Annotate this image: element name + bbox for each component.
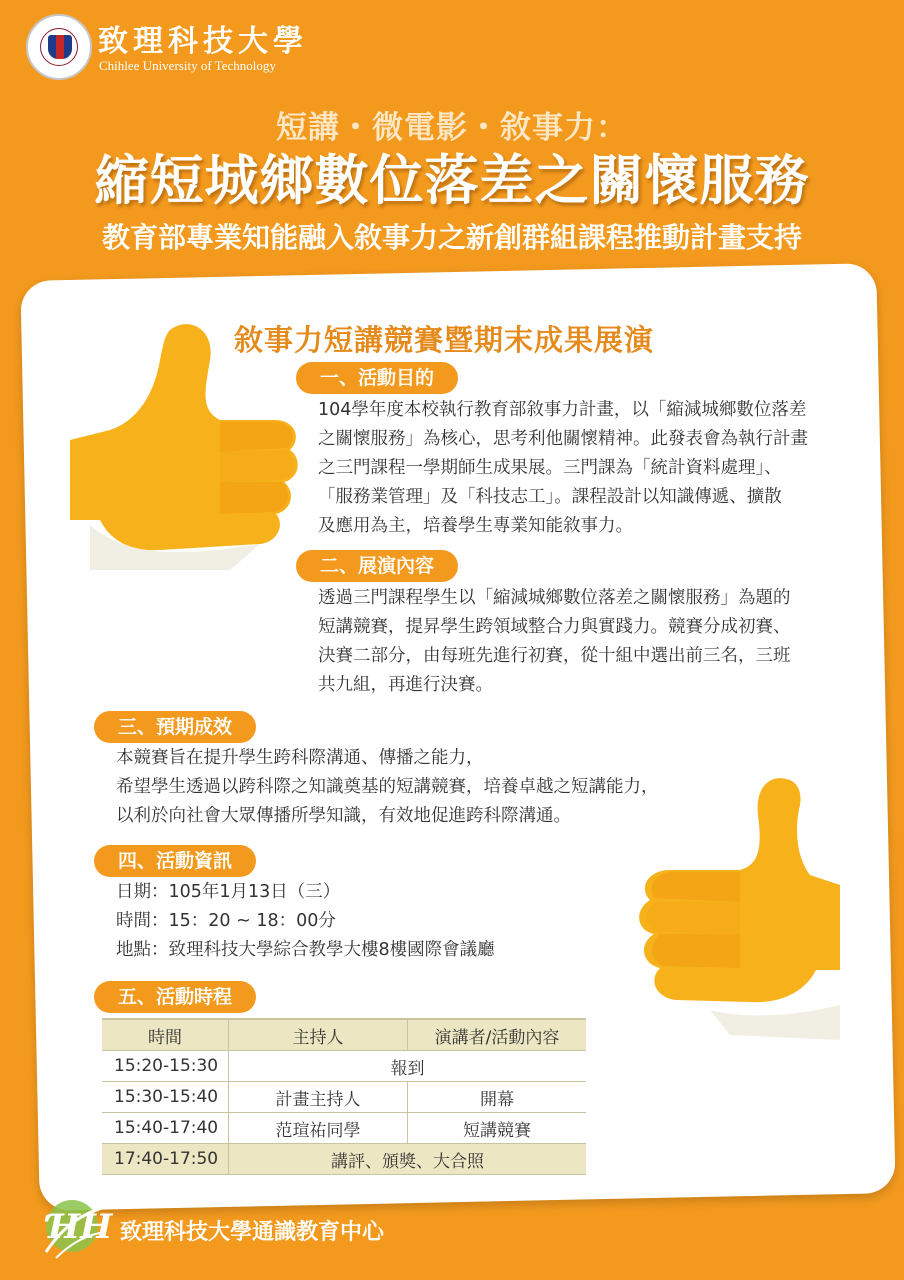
cell-content: 短講競賽: [408, 1113, 587, 1144]
text-line: 透過三門課程學生以「縮減城鄉數位落差之關懷服務」為題的: [318, 588, 791, 608]
table-header-row: [102, 1019, 586, 1051]
column-header-host: 主持人: [229, 1019, 408, 1051]
cell-host: 范瑄祐同學: [229, 1113, 408, 1144]
table-row: [102, 1113, 586, 1144]
schedule-table: [102, 1018, 586, 1175]
text-line: 短講競賽，提昇學生跨領域整合力與實踐力。競賽分成初賽、: [318, 617, 791, 637]
text-line: 以利於向社會大眾傳播所學知識，有效地促進跨科際溝通。: [116, 806, 571, 826]
card-title: 敘事力短講競賽暨期末成果展演: [234, 323, 655, 357]
footer-logo-mark: ꞪH: [48, 1207, 113, 1247]
event-time: 時間：15：20 ~ 18：00分: [116, 911, 336, 931]
column-header-content: 演講者/活動內容: [408, 1019, 587, 1051]
table-row: [102, 1051, 586, 1082]
text-line: 共九組，再進行決賽。: [318, 675, 493, 695]
section-body-content: [318, 584, 791, 700]
section-heading-info: 四、活動資訊: [94, 845, 256, 877]
text-line: 本競賽旨在提升學生跨科際溝通、傳播之能力，: [116, 748, 484, 768]
general-education-center-logo: [36, 1182, 120, 1262]
text-line: 希望學生透過以跨科際之知識奠基的短講競賽，培養卓越之短講能力，: [116, 777, 659, 797]
section-body-purpose: [318, 396, 808, 541]
footer-center-name: 致理科技大學通識教育中心: [120, 1220, 385, 1245]
university-name: 致理科技大學: [98, 24, 308, 59]
section-heading-purpose: 一、活動目的: [296, 362, 458, 394]
text-line: 之三門課程一學期師生成果展。三門課為「統計資料處理」、: [318, 458, 782, 478]
cell-host: 計畫主持人: [229, 1082, 408, 1113]
poster-title: 縮短城鄉數位落差之關懷服務: [94, 149, 810, 212]
section-body-outcomes: [116, 744, 659, 831]
text-line: 之關懷服務」為核心，思考利他關懷精神。此發表會為執行計畫: [318, 429, 808, 449]
university-logo: [26, 14, 92, 80]
text-line: 104學年度本校執行教育部敘事力計畫，以「縮減城鄉數位落差: [318, 400, 807, 420]
table-row: [102, 1144, 586, 1175]
cell-time: 15:40-17:40: [102, 1113, 229, 1144]
cell-merged: 講評、頒獎、大合照: [229, 1144, 587, 1175]
event-date: 日期：105年1月13日（三）: [116, 882, 341, 902]
text-line: 決賽二部分，由每班先進行初賽，從十組中選出前三名，三班: [318, 646, 791, 666]
cell-time: 15:20-15:30: [102, 1051, 229, 1082]
section-heading-schedule: 五、活動時程: [94, 981, 256, 1013]
section-body-info: [116, 878, 495, 965]
cell-content: 開幕: [408, 1082, 587, 1113]
cell-merged: 報到: [229, 1051, 587, 1082]
cell-time: 17:40-17:50: [102, 1144, 229, 1175]
section-heading-outcomes: 三、預期成效: [94, 711, 256, 743]
university-name-en: Chihlee University of Technology: [99, 58, 276, 73]
cell-time: 15:30-15:40: [102, 1082, 229, 1113]
support-line: 教育部專業知能融入敘事力之新創群組課程推動計畫支持: [101, 221, 802, 254]
event-location: 地點：致理科技大學綜合教學大樓8樓國際會議廳: [116, 940, 495, 960]
poster-subtitle: 短講・微電影・敘事力：: [276, 110, 628, 146]
column-header-time: 時間: [102, 1019, 229, 1051]
table-row: [102, 1082, 586, 1113]
section-heading-content: 二、展演內容: [296, 550, 458, 582]
text-line: 「服務業管理」及「科技志工」。課程設計以知識傳遞、擴散: [318, 487, 782, 507]
logo-shield-icon: [48, 35, 72, 59]
text-line: 及應用為主，培養學生專業知能敘事力。: [318, 516, 633, 536]
